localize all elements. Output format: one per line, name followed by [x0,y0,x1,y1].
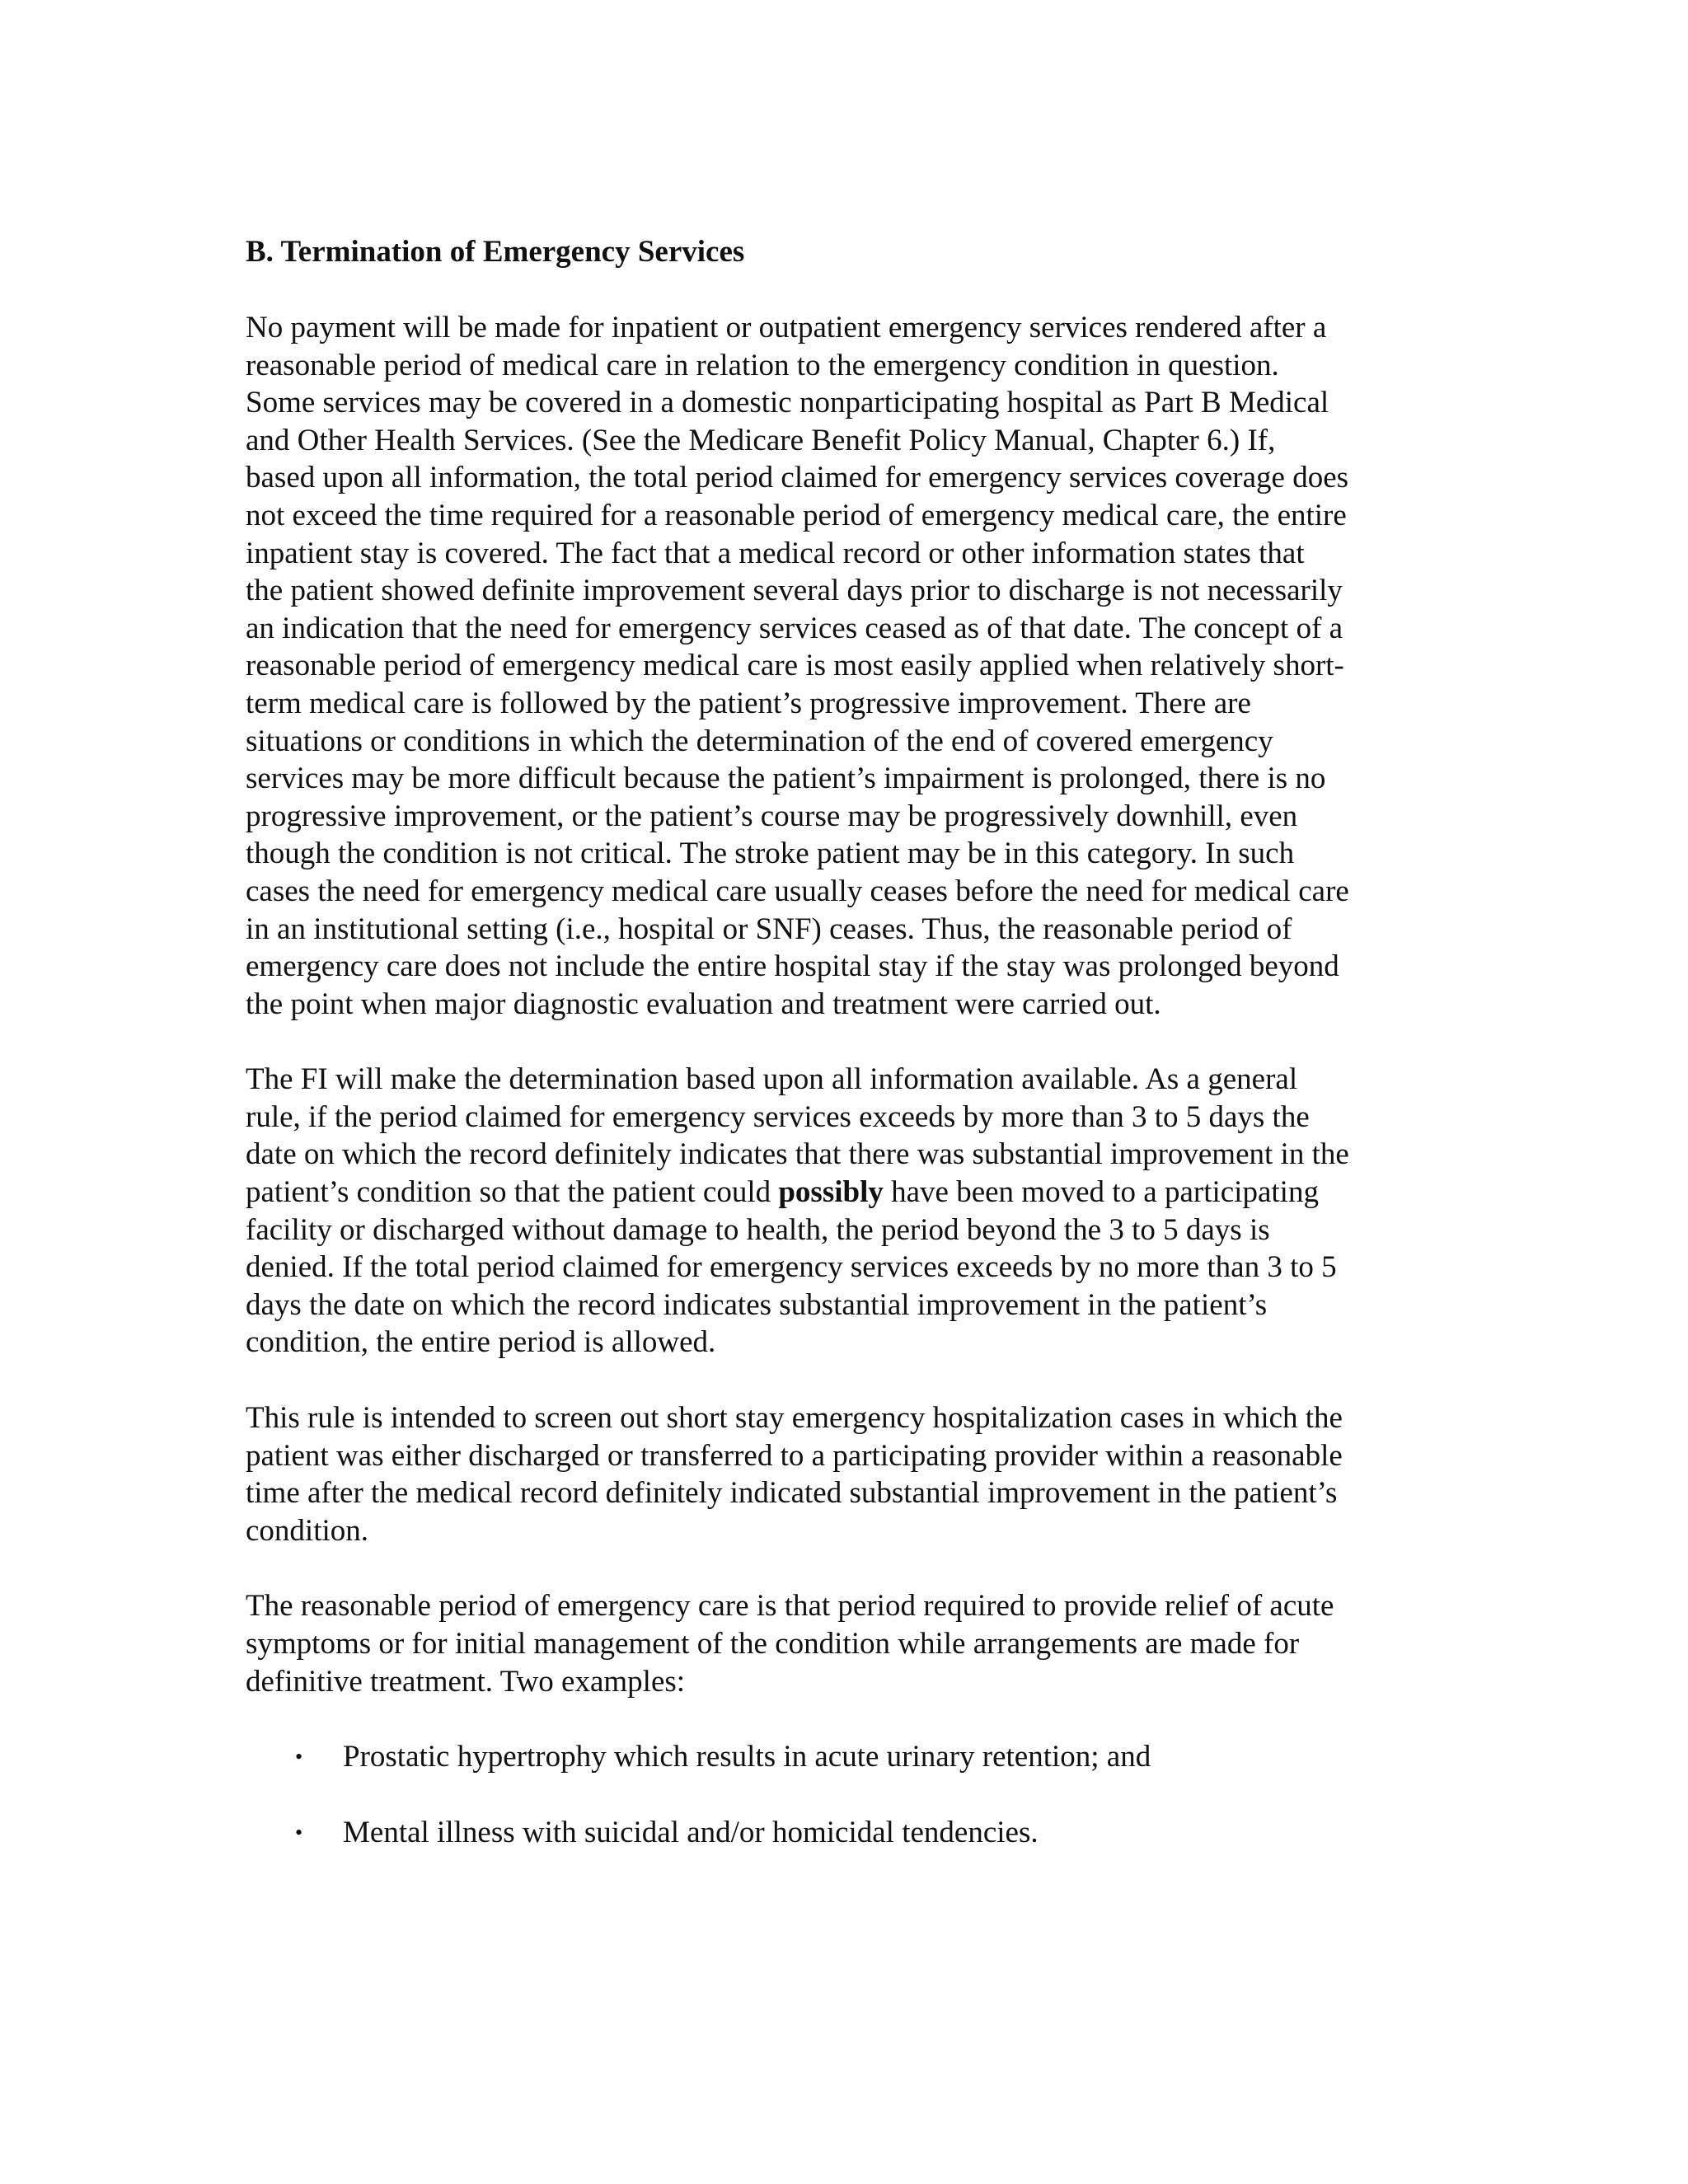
text-line: though the condition is not critical. The stroke patient may be in this category. In such [246,837,1295,871]
text-line: condition. [246,1513,369,1548]
text-line: not exceed the time required for a reasonable period of emergency medical care, the entire [246,498,1347,532]
paragraph-termination-rule [246,309,1457,1023]
document-page [246,233,1457,1890]
text-line: rule, if the period claimed for emergency services exceeds by more than 3 to 5 days the [246,1099,1310,1134]
text-line: progressive improvement, or the patient’s course may be progressively downhill, even [246,799,1298,833]
text-line: and Other Health Services. (See the Medicare Benefit Policy Manual, Chapter 6.) If, [246,423,1276,457]
text-line: date on which the record definitely indicates that there was substantial improvement in the [246,1137,1349,1172]
text-line: inpatient stay is covered. The fact that a medical record or other information states that [246,536,1305,570]
text-line: patient was either discharged or transferred to a participating provider within a reasonable [246,1438,1343,1473]
text-line: reasonable period of medical care in relation to the emergency condition in question. [246,348,1279,382]
text-line: The FI will make the determination based upon all information available. As a general [246,1062,1298,1097]
text-fragment: patient’s condition so that the patient could [246,1175,779,1210]
text-line: denied. If the total period claimed for emergency services exceeds by no more than 3 to 5 [246,1250,1337,1285]
text-line: situations or conditions in which the determination of the end of covered emergency [246,724,1273,758]
bullet-icon: • [295,1821,303,1845]
text-fragment: have been moved to a participating [883,1175,1319,1210]
text-line-with-emphasis [246,1174,1457,1212]
paragraph-reasonable-period [246,1587,1457,1700]
text-line: definitive treatment. Two examples: [246,1664,686,1699]
list-item-text: Prostatic hypertrophy which results in acute urinary retention; and [343,1740,1151,1774]
section-heading: B. Termination of Emergency Services [246,235,745,269]
emphasized-word: possibly [778,1175,884,1210]
list-item-text: Mental illness with suicidal and/or homicidal tendencies. [343,1816,1039,1850]
bullet-icon: • [295,1745,303,1769]
examples-list [246,1738,1457,1852]
text-line: time after the medical record definitely indicated substantial improvement in the patient’s [246,1476,1338,1511]
text-line: symptoms or for initial management of the condition while arrangements are made for [246,1627,1300,1661]
text-line: cases the need for emergency medical care usually ceases before the need for medical care [246,874,1349,908]
text-line: reasonable period of emergency medical care is most easily applied when relatively short- [246,649,1344,683]
text-line: the patient showed definite improvement several days prior to discharge is not necessarily [246,574,1343,608]
text-line: in an institutional setting (i.e., hospital or SNF) ceases. Thus, the reasonable period of [246,912,1292,946]
text-line: services may be more difficult because the patient’s impairment is prolonged, there is no [246,762,1326,796]
text-line: condition, the entire period is allowed. [246,1325,716,1360]
text-line: The reasonable period of emergency care is that period required to provide relief of acute [246,1589,1334,1624]
text-line: the point when major diagnostic evaluation and treatment were carried out. [246,987,1161,1021]
text-line: based upon all information, the total period claimed for emergency services coverage does [246,461,1349,495]
list-item [246,1738,1457,1776]
text-line: an indication that the need for emergency services ceased as of that date. The concept of a [246,611,1343,645]
text-line: facility or discharged without damage to health, the period beyond the 3 to 5 days is [246,1212,1270,1247]
paragraph-fi-determination [246,1061,1457,1361]
text-line: term medical care is followed by the patient’s progressive improvement. There are [246,686,1251,720]
text-line: emergency care does not include the entire hospital stay if the stay was prolonged beyond [246,949,1339,984]
text-line: This rule is intended to screen out short stay emergency hospitalization cases in which the [246,1401,1343,1436]
text-line: Some services may be covered in a domestic nonparticipating hospital as Part B Medical [246,386,1329,420]
text-line: No payment will be made for inpatient or outpatient emergency services rendered after a [246,311,1327,344]
text-line: days the date on which the record indicates substantial improvement in the patient’s [246,1287,1268,1322]
paragraph-rule-intent [246,1399,1457,1549]
list-item [246,1814,1457,1852]
